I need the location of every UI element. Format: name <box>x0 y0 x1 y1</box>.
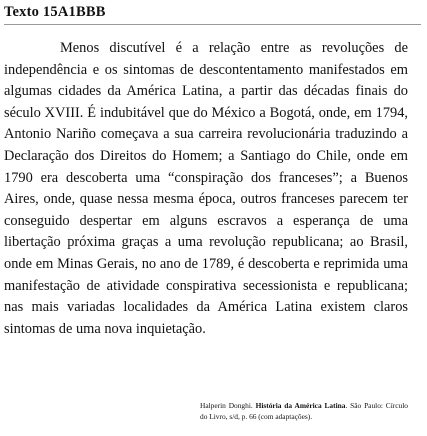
citation <box>200 400 408 422</box>
text-label-bar <box>4 0 421 25</box>
document-page <box>4 0 421 436</box>
text-label: Texto 15A1BBB <box>4 4 106 20</box>
passage-paragraph: Menos discutível é a relação entre as revoluções de independência e os sintomas de descontentamento manifestados em algumas cidades da América Latina, a partir das décadas finais do século XVIII. É indubitável que do México a Bogotá, onde, em 1794, Antonio Nariño começava a sua carreira revolucionária traduzindo a Declaração dos Direitos do Homem; a Santiago do Chile, onde em 1790 era descoberta uma “conspiração dos franceses”; a Buenos Aires, onde, quase nessa mesma época, outros franceses parecem ter conseguido despertar em alguns escravos a esperança de uma libertação próxima graças a uma revolução republicana; ao Brasil, onde em Minas Gerais, no ano de 1789, é descoberta e reprimida uma manifestação de atividade conspirativa secessionista e republicana; nas mais variadas localidades da América Latina existem claros sintomas de uma nova inquietação. <box>4 40 408 337</box>
citation-details: . São Paulo: Círculo do Livro, s/d, p. 66 (com adaptações). <box>200 401 408 421</box>
citation-author: Halperin Donghi. <box>200 401 253 410</box>
citation-title: História da América Latina <box>255 401 346 410</box>
